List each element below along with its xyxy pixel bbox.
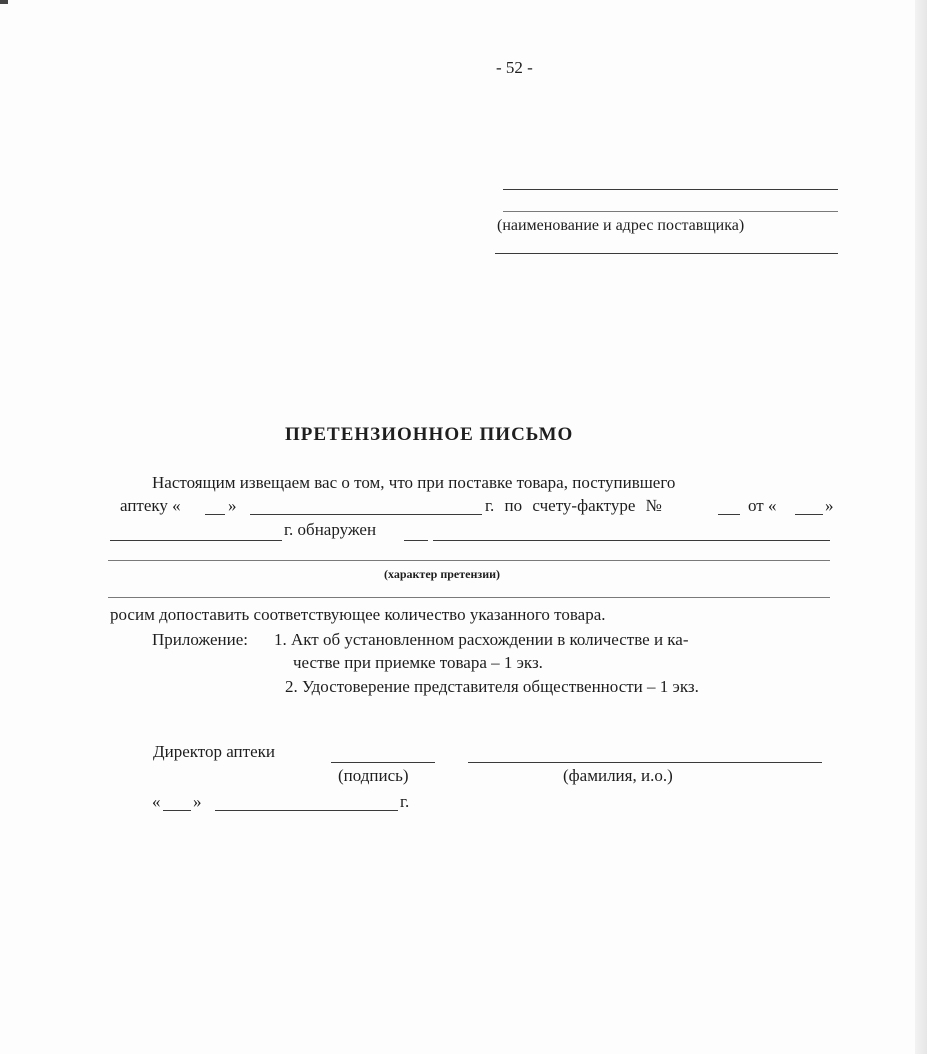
month-blank — [250, 514, 482, 515]
quote-close-2: » — [825, 496, 834, 515]
page-edge-shadow — [915, 0, 927, 1054]
name-caption: (фамилия, и.о.) — [563, 766, 673, 785]
supplier-line-1 — [503, 189, 838, 190]
from-label: от « — [748, 496, 777, 515]
claim-line-1 — [108, 560, 830, 561]
signature-caption: (подпись) — [338, 766, 409, 785]
director-label: Директор аптеки — [153, 742, 275, 761]
found-label: г. обнаружен — [284, 520, 377, 539]
found-blank-short — [404, 540, 428, 541]
date-blank — [110, 540, 282, 541]
name-blank — [468, 762, 822, 763]
request-text: росим допоставить соответствующее количество указанного товара. — [110, 605, 606, 624]
day-blank — [205, 514, 225, 515]
body-line-1: Настоящим извещаем вас о том, что при поставке товара, поступившего — [152, 473, 676, 492]
year-suffix: г. — [400, 792, 410, 811]
invoice-number-blank — [718, 514, 740, 515]
date-quote-close: » — [193, 792, 202, 811]
quote-close-1: » — [228, 496, 237, 515]
attachment-item-2: 2. Удостоверение представителя общественности – 1 экз. — [285, 677, 699, 696]
invoice-label: г. по счету-фактуре № — [485, 496, 662, 515]
claim-line-2 — [108, 597, 830, 598]
claim-caption: (характер претензии) — [384, 567, 501, 581]
sign-month-blank — [215, 810, 398, 811]
supplier-caption: (наименование и адрес поставщика) — [497, 217, 745, 234]
date-quote-open: « — [152, 792, 161, 811]
supplier-line-3 — [495, 253, 838, 254]
invoice-day-blank — [795, 514, 823, 515]
pharmacy-label: аптеку « — [120, 496, 181, 515]
sign-day-blank — [163, 810, 191, 811]
attachment-item-1: 1. Акт об установленном расхождении в количестве и ка- — [274, 630, 689, 649]
scan-artifact — [0, 0, 8, 4]
signature-blank — [331, 762, 435, 763]
page-number: - 52 - — [496, 58, 533, 77]
found-blank-long — [433, 540, 830, 541]
document-title: ПРЕТЕНЗИОННОЕ ПИСЬМО — [285, 424, 574, 445]
attachment-label: Приложение: — [152, 630, 248, 649]
supplier-line-2 — [503, 211, 838, 212]
attachment-item-1-cont: честве при приемке товара – 1 экз. — [293, 653, 543, 672]
